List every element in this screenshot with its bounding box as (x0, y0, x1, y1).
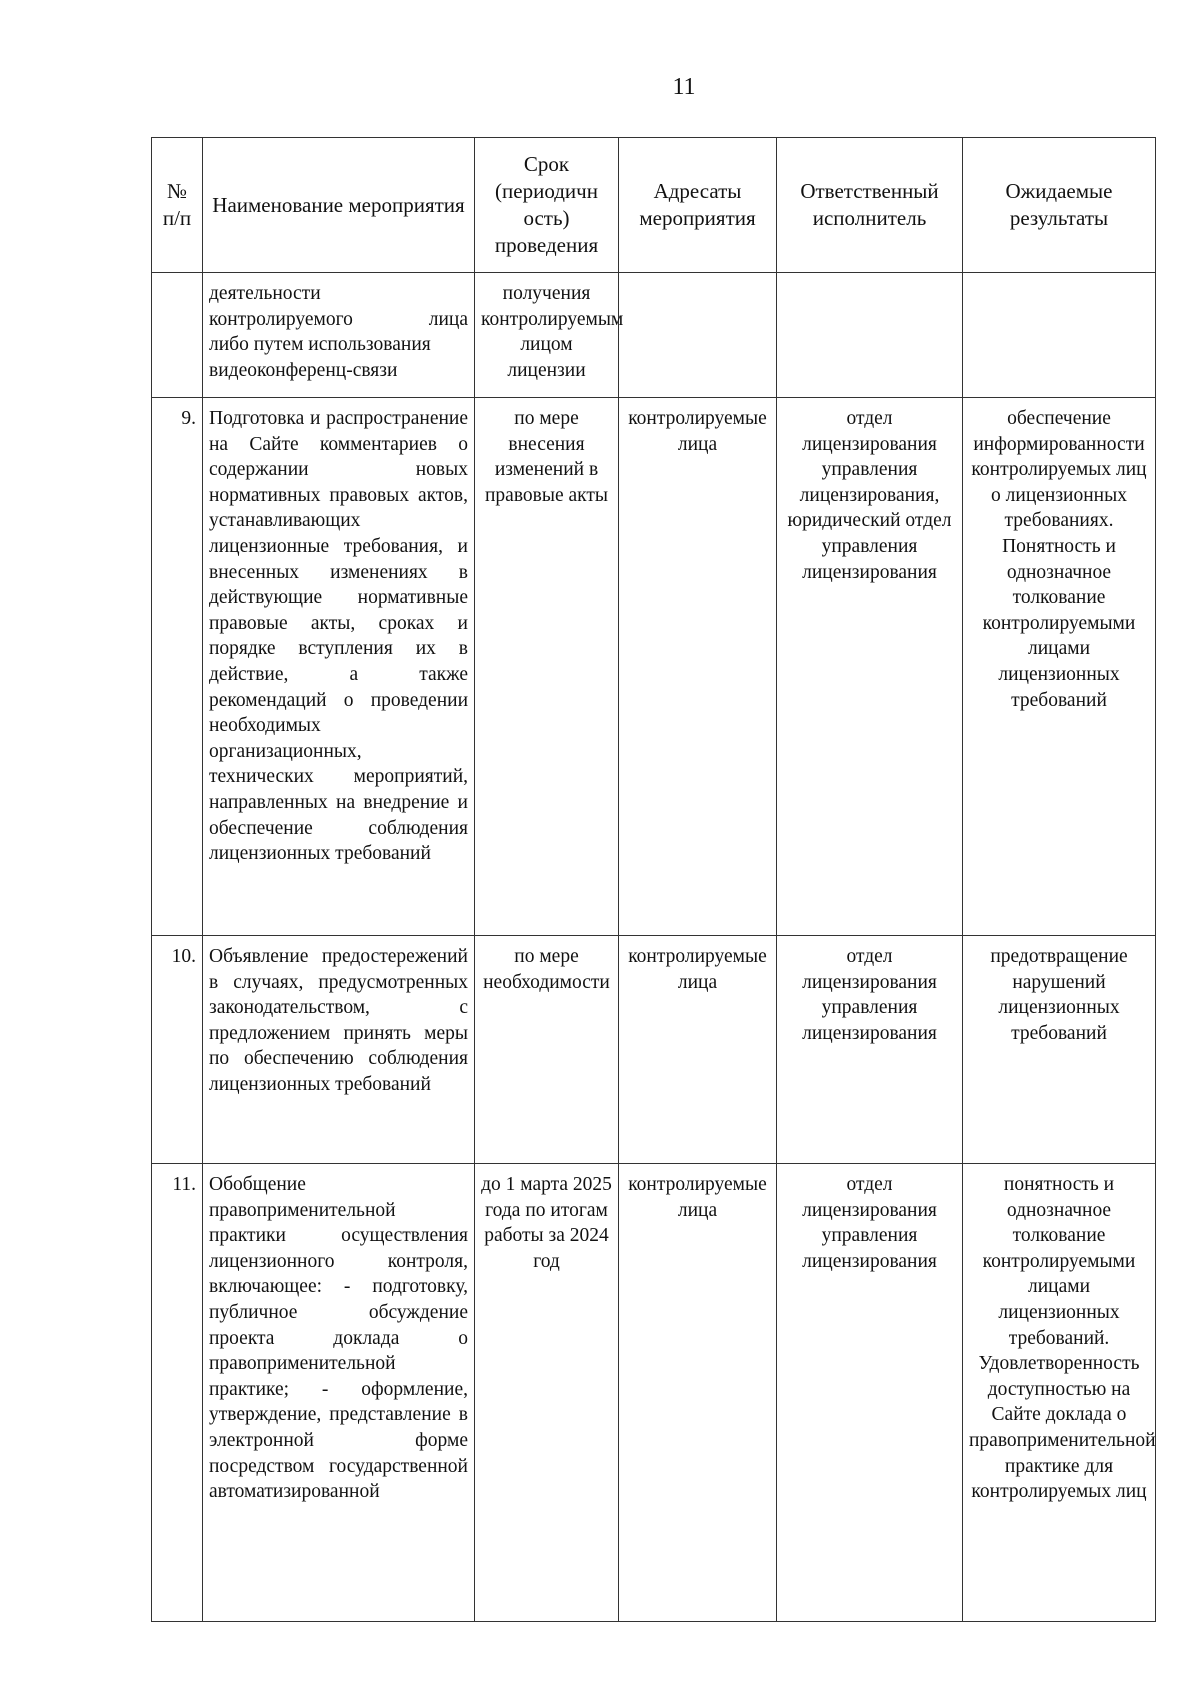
row-results (963, 273, 1156, 398)
row-name: Объявление предостережений в случаях, предусмотренных законодательством, с предложением принять меры по обеспечению соблюдения лицензионных требований (203, 936, 475, 1164)
row-responsible (777, 273, 963, 398)
row-results: понятность и однозначное толкование контролируемыми лицами лицензионных требований. Удовлетворенность доступностью на Сайте доклада о правоприменительной практике для контролируемых лиц (963, 1164, 1156, 1622)
row-responsible: отдел лицензирования управления лицензирования (777, 1164, 963, 1622)
header-results: Ожидаемые результаты (963, 138, 1156, 273)
header-num: № п/п (152, 138, 203, 273)
row-name-line: деятельности (209, 283, 321, 304)
row-addressees: контролируемые лица (619, 398, 777, 936)
header-name: Наименование мероприятия (203, 138, 475, 273)
header-dates: Срок (периодичн ость) проведения (475, 138, 619, 273)
row-name-line: либо путем использования (209, 334, 431, 356)
row-number: 11. (152, 1164, 203, 1622)
row-addressees: контролируемые лица (619, 1164, 777, 1622)
table-row-9 (152, 398, 1156, 936)
row-dates: до 1 марта 2025 года по итогам работы за 2024 год (475, 1164, 619, 1622)
row-dates: получения контролируемым лицом лицензии (475, 273, 619, 398)
row-number (152, 273, 203, 398)
row-results: предотвращение нарушений лицензионных требований (963, 936, 1156, 1164)
row-addressees: контролируемые лица (619, 936, 777, 1164)
header-responsible: Ответственный исполнитель (777, 138, 963, 273)
row-responsible: отдел лицензирования управления лицензирования (777, 936, 963, 1164)
row-name: Подготовка и распространение на Сайте комментариев о содержании новых нормативных правовых актов, устанавливающих лицензионные требования, и внесенных изменениях в действующие нормативные правовые акты, сроках и порядке вступления их в действие, а также рекомендаций о проведении необходимых организационных, технических мероприятий, направленных на внедрение и обеспечение соблюдения лицензионных требований (203, 398, 475, 936)
header-addressees: Адресаты мероприятия (619, 138, 777, 273)
page-number: 11 (672, 74, 696, 100)
row-name-line: видеоконференц-связи (209, 359, 398, 381)
table-row-10 (152, 936, 1156, 1164)
table-row-11 (152, 1164, 1156, 1622)
row-name-line: контролируемого лица (209, 308, 468, 330)
row-number: 9. (152, 398, 203, 936)
row-addressees (619, 273, 777, 398)
measures-table (151, 137, 1156, 1622)
row-responsible: отдел лицензирования управления лицензирования, юридический отдел управления лицензирования (777, 398, 963, 936)
table-header-row (152, 138, 1156, 273)
row-results: обеспечение информированности контролируемых лиц о лицензионных требованиях. Понятность и однозначное толкование контролируемыми лицами лицензионных требований (963, 398, 1156, 936)
row-dates: по мере необходимости (475, 936, 619, 1164)
row-dates: по мере внесения изменений в правовые акты (475, 398, 619, 936)
table-row-continuation (152, 273, 1156, 398)
row-name (203, 273, 475, 398)
row-number: 10. (152, 936, 203, 1164)
row-name: Обобщение правоприменительной практики осуществления лицензионного контроля, включающее: - подготовку, публичное обсуждение проекта доклада о правоприменительной практике; - оформление, утверждение, представление в электронной форме посредством государственной автоматизированной (203, 1164, 475, 1622)
